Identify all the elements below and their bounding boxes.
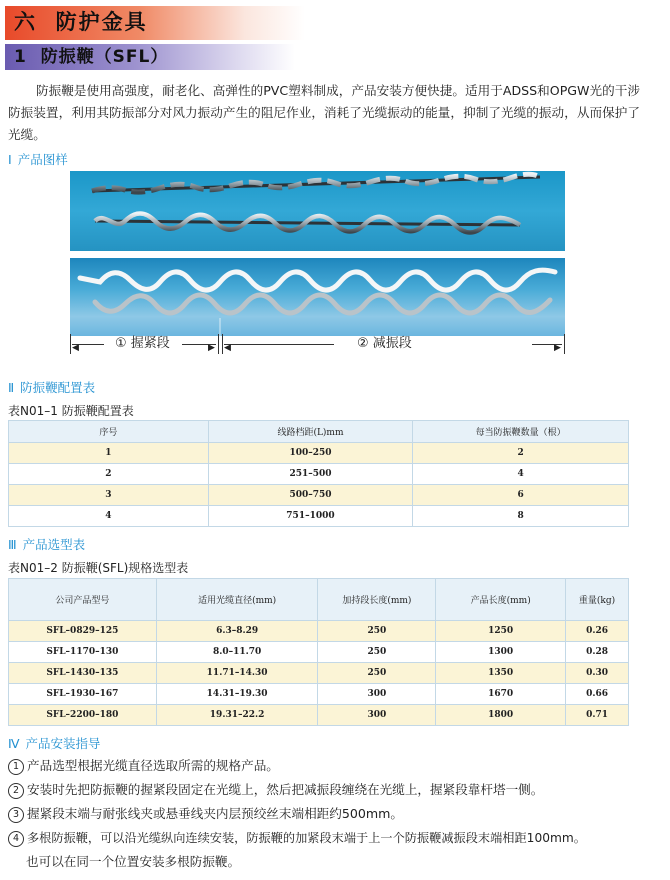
- section-heading-selection-table: Ⅲ 产品选型表: [8, 537, 86, 552]
- chapter-title-text: 防护金具: [55, 10, 148, 34]
- product-photo-straight: [70, 171, 565, 251]
- section-heading-product-images: Ⅰ 产品图样: [8, 152, 68, 167]
- table-row: 3 500–750 6: [9, 485, 629, 506]
- chapter-number: 六: [14, 10, 37, 34]
- intro-paragraph: 防振鞭是使用高强度，耐老化、高弹性的PVC塑料制成，产品安装方便快捷。适用于ADSS和OPGW光的干涉防振装置，利用其防振部分对风力振动产生的阻尼作业，消耗了光缆振动的能量，抑制了光缆的振动，从而保护了光缆。: [8, 83, 640, 142]
- section-heading-installation: Ⅳ 产品安装指导: [8, 736, 101, 751]
- table1-caption: 表N01–1 防振鞭配置表: [8, 404, 134, 418]
- instruction-item: 2 安装时先把防振鞭的握紧段固定在光缆上，然后把减振段缠绕在光缆上，握紧段靠杆塔一侧。: [8, 781, 543, 799]
- instruction-item: 1 产品选型根据光缆直径选取所需的规格产品。: [8, 757, 279, 775]
- damping-section-label: ② 减振段: [357, 336, 412, 351]
- table-row: SFL–1170–130 8.0–11.70 250 1300 0.28: [9, 642, 629, 663]
- table-row: SFL–2200–180 19.31–22.2 300 1800 0.71: [9, 705, 629, 726]
- table2-header: 公司产品型号: [9, 579, 157, 621]
- product-photo-spiral: [70, 258, 565, 336]
- table2-caption: 表N01–2 防振鞭(SFL)规格选型表: [8, 561, 189, 575]
- table-row: SFL–1930–167 14.31–19.30 300 1670 0.66: [9, 684, 629, 705]
- table2-header: 适用光缆直径(mm): [156, 579, 318, 621]
- section-title: [14, 44, 168, 70]
- instruction-item: 4 多根防振鞭，可以沿光缆纵向连续安装，防振鞭的加紧段末端于上一个防振鞭减振段末端相距100mm。: [8, 829, 658, 847]
- section-title-text: 防振鞭（SFL）: [40, 47, 169, 67]
- table2-header: 加持段长度(mm): [318, 579, 436, 621]
- damper-wire-drawing-1: [70, 171, 565, 251]
- table1-header: 每当防振鞭数量（根）: [413, 421, 629, 443]
- table-row: 1 100–250 2: [9, 443, 629, 464]
- table-row: SFL–1430–135 11.71–14.30 250 1350 0.30: [9, 663, 629, 684]
- selection-table: [8, 578, 629, 726]
- instruction-item-continued: 也可以在同一个位置安装多根防振鞭。: [26, 854, 241, 869]
- section-number: 1: [14, 47, 27, 67]
- table-row: 4 751–1000 8: [9, 506, 629, 527]
- grip-section-label: ① 握紧段: [115, 336, 170, 351]
- table2-header: 产品长度(mm): [436, 579, 566, 621]
- table1-header: 线路档距(L)mm: [208, 421, 413, 443]
- dimension-indicator: ◀ ▶ ◀ ▶ ① 握紧段 ② 减振段: [70, 334, 565, 354]
- table-row: SFL–0829–125 6.3–8.29 250 1250 0.26: [9, 621, 629, 642]
- damper-spiral-drawing: [70, 258, 565, 336]
- instruction-item: 3 握紧段末端与耐张线夹或悬垂线夹内层预绞丝末端相距约500mm。: [8, 805, 403, 823]
- chapter-title: [14, 8, 148, 36]
- table2-header: 重量(kg): [566, 579, 629, 621]
- config-table: [8, 420, 629, 527]
- table1-header: 序号: [9, 421, 209, 443]
- table-row: 2 251–500 4: [9, 464, 629, 485]
- section-heading-config-table: Ⅱ 防振鞭配置表: [8, 380, 96, 395]
